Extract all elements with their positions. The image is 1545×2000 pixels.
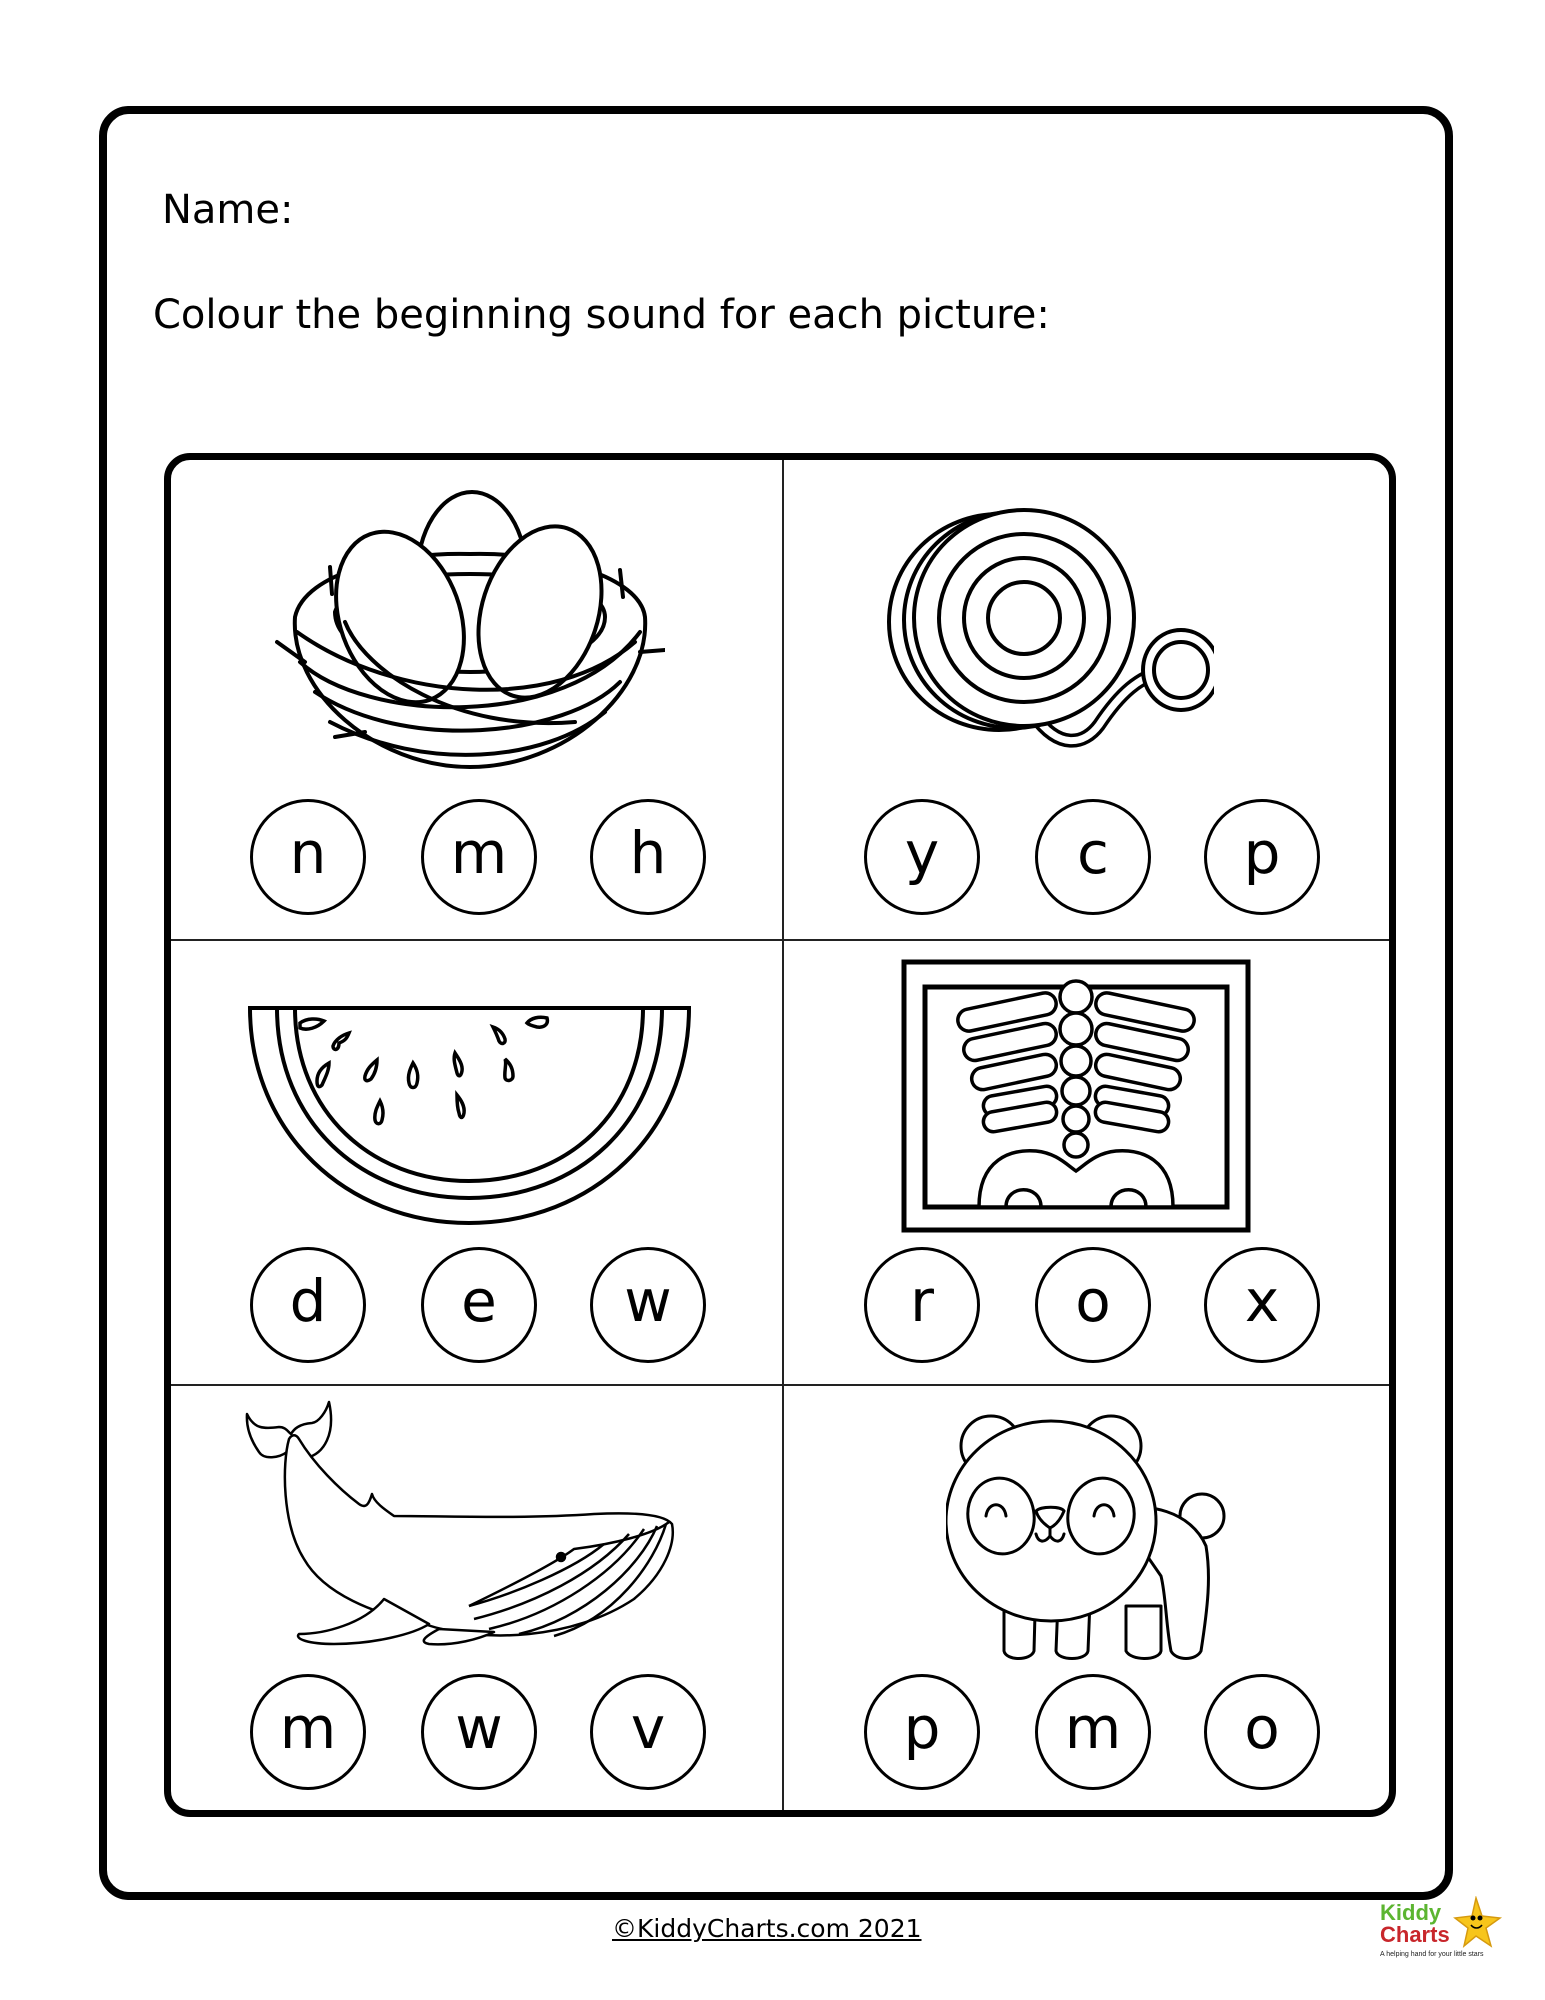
letter-option[interactable]: d [250,1247,366,1363]
grid-cell-watermelon [171,941,782,1384]
name-label: Name: [162,187,294,233]
letter-option[interactable]: o [1204,1674,1320,1790]
letter-option[interactable]: p [1204,799,1320,915]
kiddycharts-logo [1378,1896,1503,1962]
grid-cell-yoyo [784,460,1389,939]
letter-option[interactable]: m [421,799,537,915]
watermelon-icon [247,1003,692,1228]
letter-option[interactable]: p [864,1674,980,1790]
letter-option[interactable]: m [1035,1674,1151,1790]
letter-option[interactable]: w [421,1674,537,1790]
letter-option[interactable]: n [250,799,366,915]
letter-option[interactable]: e [421,1247,537,1363]
grid-cell-panda [784,1386,1389,1810]
letter-option[interactable]: v [590,1674,706,1790]
panda-icon [946,1406,1241,1666]
letter-option[interactable]: w [590,1247,706,1363]
xray-icon [901,959,1251,1234]
star-mascot-icon [1378,1896,1503,1962]
svg-text:A helping hand for your little: A helping hand for your little stars [1380,1951,1484,1958]
grid-cell-whale [171,1386,782,1810]
letter-option[interactable]: o [1035,1247,1151,1363]
instruction-text: Colour the beginning sound for each picture: [153,292,1050,338]
letter-option[interactable]: y [864,799,980,915]
letter-option[interactable]: x [1204,1247,1320,1363]
letter-option[interactable]: c [1035,799,1151,915]
copyright-link[interactable]: ©KiddyCharts.com 2021 [612,1914,922,1943]
grid-cell-nest [171,460,782,939]
whale-icon [244,1394,684,1649]
grid-cell-xray [784,941,1389,1384]
svg-text:Kiddy: Kiddy [1380,1900,1442,1925]
letter-option[interactable]: r [864,1247,980,1363]
letter-option[interactable]: m [250,1674,366,1790]
letter-option[interactable]: h [590,799,706,915]
picture-grid [164,453,1396,1817]
nest-icon [275,482,665,777]
svg-text:Charts: Charts [1380,1922,1450,1947]
yoyo-icon [884,500,1214,760]
